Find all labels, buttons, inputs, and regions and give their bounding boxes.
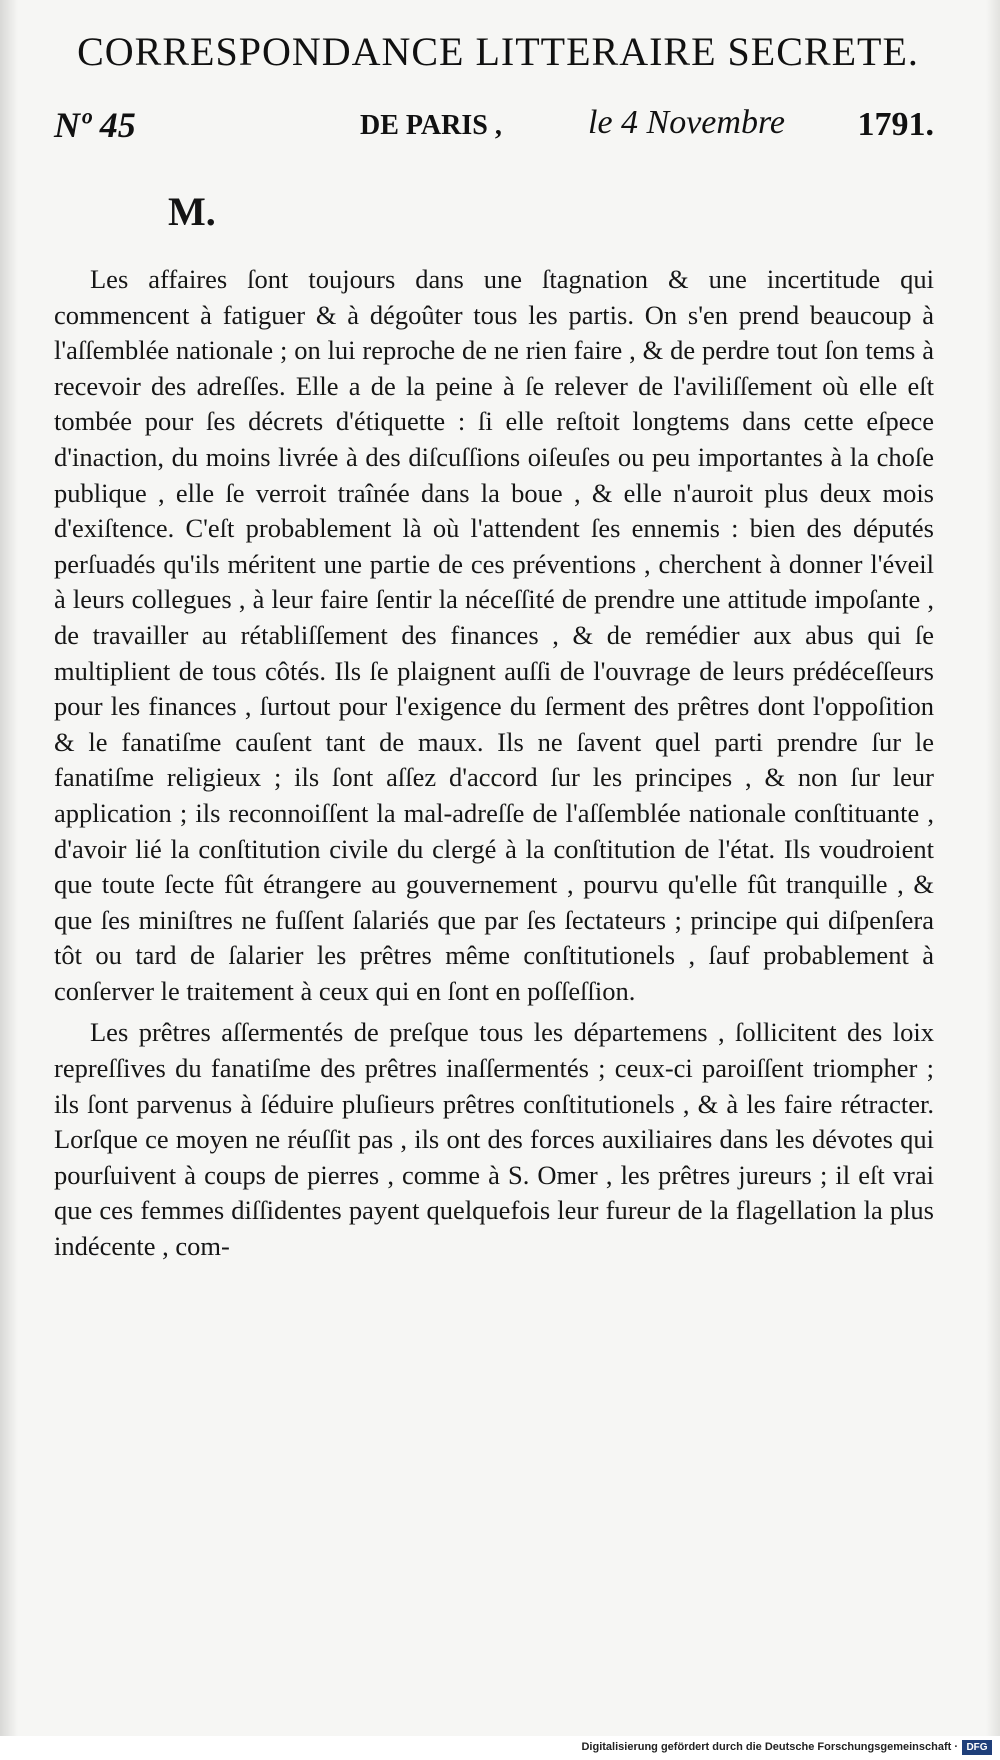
year: 1791.	[857, 106, 934, 143]
paragraph: Les affaires ſont toujours dans une ſtagnation & une incertitude qui commencent à fatiguer & à dégoûter tous les partis. On s'en prend beaucoup à l'aſſemblée nationale ; on lui reproche de ne rien faire , & de perdre tout ſon tems à recevoir des adreſſes. Elle a de la peine à ſe relever de l'aviliſſement où elle eſt tombée pour ſes décrets d'étiquette : ſi elle reſtoit longtems dans cette eſpece d'inaction, du moins livrée à des diſcuſſions oiſeuſes ou peu importantes à la choſe publique , elle ſe verroit traînée dans la boue , & elle n'auroit plus deux mois d'exiſtence. C'eſt probablement là où l'attendent ſes ennemis : bien des députés perſuadés qu'ils méritent une partie de ces préventions , cherchent à donner l'éveil à leurs collegues , à leur faire ſentir la néceſſité de prendre une attitude impoſante , de travailler au rétabliſſement des finances , & de remédier aux abus qui ſe multiplient de tous côtés. Ils ſe plaignent auſſi de l'ouvrage de leurs prédéceſſeurs pour les finances , ſurtout pour l'exigence du ſerment des prêtres dont l'oppoſition & le fanatiſme cauſent tant de maux. Ils ne ſavent quel parti prendre ſur le fanatiſme religieux ; ils ſont aſſez d'accord ſur les principes , & non ſur leur application ; ils reconnoiſſent la mal-adreſſe de l'aſſemblée nationale conſtituante , d'avoir lié la conſtitution civile du clergé à la conſtitution de l'état. Ils voudroient que toute ſecte fût étrangere au gouvernement , pourvu qu'elle fût tranquille , & que ſes miniſtres ne fuſſent ſalariés que par ſes ſectateurs ; principe qui diſpenſera tôt ou tard de ſalarier les prêtres même conſtitutionels , ſauf probablement à conſerver le traitement à ceux qui en ſont en poſſeſſion.	[54, 264, 934, 1006]
masthead-title: CORRESPONDANCE LITTERAIRE SECRETE.	[77, 29, 919, 74]
dfg-logo: DFG	[962, 1740, 992, 1755]
paragraph: Les prêtres aſſermentés de preſque tous les départemens , ſollicitent des loix repreſſives du fanatiſme des prêtres inaſſermentés ; ceux-ci paroiſſent triompher ; ils ſont parvenus à ſéduire pluſieurs prêtres conſtitutionels , & à les faire rétracter. Lorſque ce moyen ne réuſſit pas , ils ont des forces auxiliaires dans les dévotes qui pourſuivent à coups de pierres , comme à S. Omer , les prêtres jureurs ; il eſt vrai que ces femmes diſſidentes payent quelquefois leur fureur de la flagellation la plus indécente , com-	[54, 1017, 934, 1262]
article-body	[54, 262, 934, 1265]
date: le 4 Novembre	[588, 104, 786, 141]
dateline	[54, 104, 934, 154]
scan-shadow-left	[0, 0, 18, 1760]
scan-shadow-right	[986, 0, 1000, 1740]
digitization-credit: Digitalisierung gefördert durch die Deutsche Forschungsgemeinschaft ·	[581, 1741, 958, 1753]
issue-number: Nº 45	[54, 105, 136, 145]
salutation: M.	[168, 189, 216, 234]
city: DE PARIS ,	[360, 110, 502, 141]
